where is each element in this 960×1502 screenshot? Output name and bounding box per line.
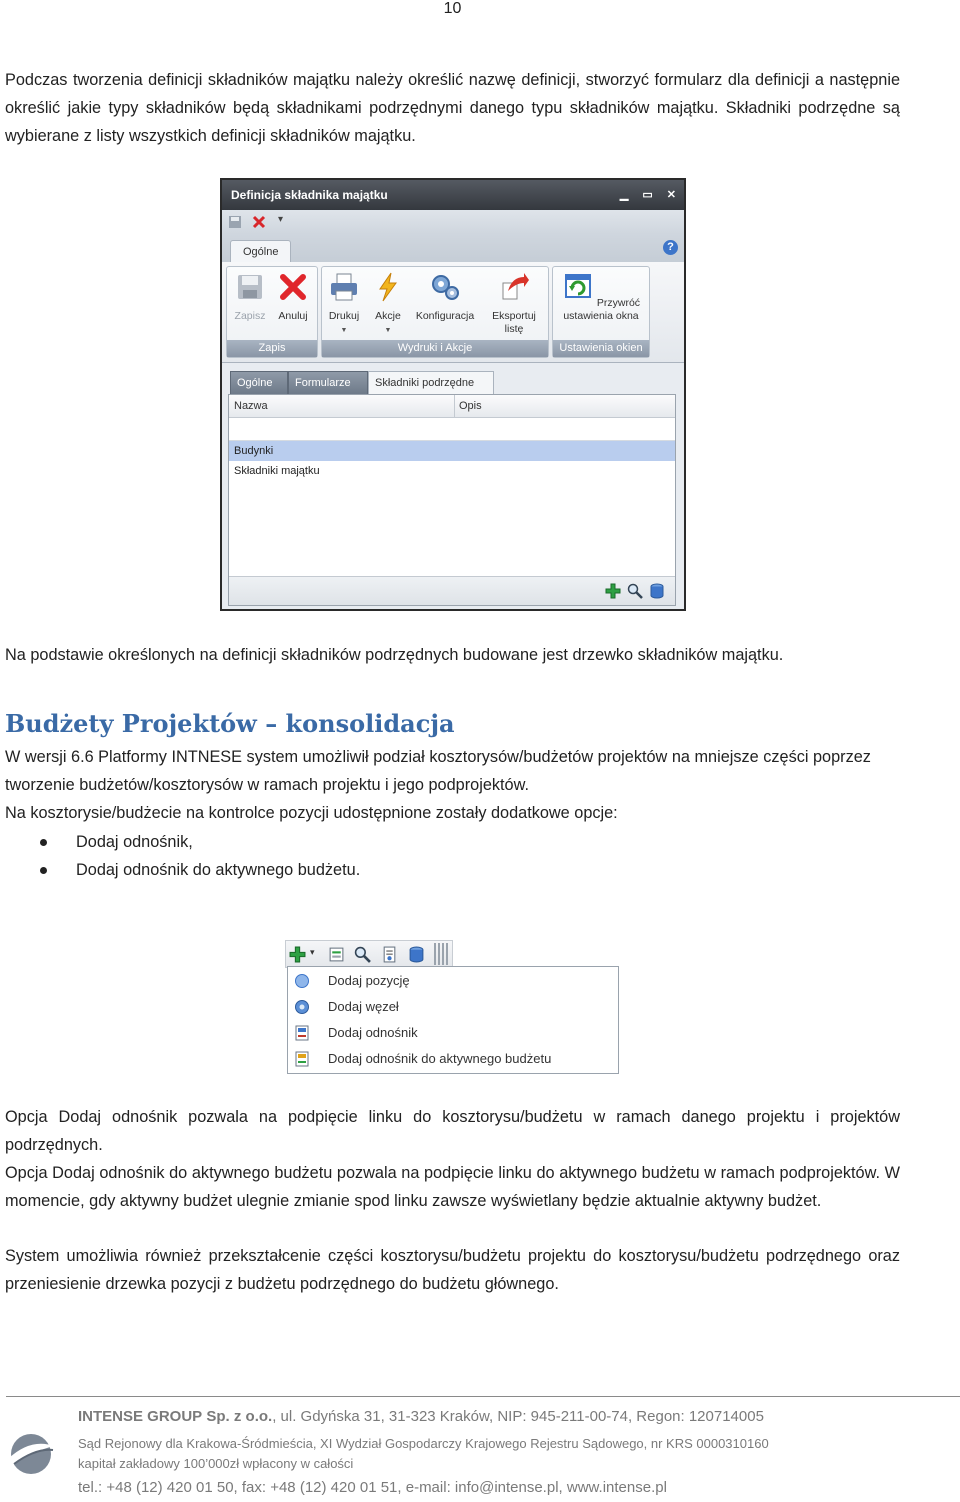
dialog-titlebar [222, 180, 684, 210]
tree-paragraph: Na podstawie określonych na definicji składników podrzędnych budowane jest drzewko składników majątku. [5, 646, 784, 664]
printer-icon [328, 271, 360, 303]
cancel-button[interactable]: Anuluj [273, 271, 313, 323]
ribbon-group-window-settings [552, 266, 650, 358]
column-name[interactable]: Nazwa [229, 395, 455, 417]
menu-item-add-link-active-budget[interactable]: Dodaj odnośnik do aktywnego budżetu [288, 1046, 618, 1072]
options-paragraph: Na kosztorysie/budżecie na kontrolce pozycji udostępnione zostały dodatkowe opcje: [5, 804, 618, 822]
export-list-button[interactable]: Eksportuj listę [482, 271, 546, 336]
footer-court: Sąd Rejonowy dla Krakowa-Śródmieścia, XI Wydział Gospodarczy Krajowego Rejestru Sądowego, nr KRS 0000310160 [78, 1436, 769, 1451]
version-paragraph: W wersji 6.6 Platformy INTNESE system umożliwił podział kosztorysów/budżetów projektów na mniejsze części poprzez tworzenie budżetów/kosztorysów w ramach projektu i jego podprojektów. [5, 748, 871, 794]
save-small-icon[interactable] [228, 215, 242, 229]
save-button[interactable]: Zapisz [231, 271, 269, 323]
print-dropdown-icon: ▼ [340, 327, 348, 334]
search-icon[interactable] [354, 946, 371, 963]
database-icon[interactable] [649, 583, 665, 599]
page-number: 10 [443, 0, 462, 17]
grid-header [229, 395, 675, 418]
ribbon [222, 262, 684, 363]
add-icon[interactable] [289, 946, 306, 963]
add-active-link-paragraph: Opcja Dodaj odnośnik do aktywnego budżetu pozwala na podpięcie linku do aktywnego budżetu w ramach podprojektów. W momencie, gdy aktywny budżet ulegnie zmianie spod linku zawsze wyświetlany będzie aktualnie aktywny budżet. [5, 1164, 900, 1210]
ribbon-group-save [226, 266, 318, 358]
menu-item-add-position[interactable]: Dodaj pozycję [288, 968, 618, 994]
grid-toolbar [285, 940, 453, 968]
database-icon[interactable] [408, 946, 425, 963]
edit-icon[interactable] [328, 946, 345, 963]
asset-definition-dialog [220, 178, 686, 611]
add-icon[interactable] [605, 583, 621, 599]
column-description[interactable]: Opis [459, 400, 482, 412]
configuration-button[interactable]: Konfiguracja [412, 271, 478, 323]
minimize-icon[interactable]: ▁ [619, 189, 629, 201]
export-arrow-icon [498, 271, 530, 303]
footer-capital: kapitał zakładowy 100’000zł wpłacony w całości [78, 1456, 354, 1471]
cancel-small-icon[interactable] [252, 215, 266, 229]
table-row[interactable]: Budynki [229, 441, 675, 461]
add-menu-screenshot [285, 940, 625, 1075]
restore-window-settings-button[interactable]: Przywróć ustawienia okna [555, 271, 647, 323]
help-icon[interactable]: ? [663, 240, 678, 255]
actions-button[interactable]: Akcje ▼ [368, 271, 408, 337]
add-link-active-budget-icon [294, 1051, 310, 1067]
add-dropdown-icon[interactable]: ▾ [310, 947, 315, 957]
inner-tabs [230, 371, 676, 395]
search-icon[interactable] [627, 583, 643, 599]
add-menu [287, 966, 619, 1074]
add-position-icon [294, 973, 310, 989]
footer-divider [6, 1396, 960, 1397]
footer-contact: tel.: +48 (12) 420 01 50, fax: +48 (12) 420 01 51, e-mail: info@intense.pl, www.intense.pl [78, 1479, 667, 1496]
lightning-icon [372, 271, 404, 303]
tab-sub-components[interactable]: Składniki podrzędne [368, 371, 494, 394]
menu-item-add-link[interactable]: Dodaj odnośnik [288, 1020, 618, 1046]
section-heading: Budżety Projektów – konsolidacja [5, 709, 455, 738]
cancel-icon [277, 271, 309, 303]
menu-item-add-node[interactable]: Dodaj węzeł [288, 994, 618, 1020]
add-link-icon [294, 1025, 310, 1041]
group-caption-print-actions: Wydruki i Akcje [322, 340, 548, 357]
sub-components-grid [228, 394, 676, 606]
document-icon[interactable] [381, 946, 398, 963]
quick-access-toolbar [222, 210, 684, 234]
tab-general[interactable]: Ogólne [230, 371, 288, 394]
ribbon-tabs [222, 234, 684, 262]
print-button[interactable]: Drukuj ▼ [324, 271, 364, 337]
dialog-title: Definicja składnika majątku [231, 188, 388, 202]
tab-forms[interactable]: Formularze [288, 371, 368, 394]
restore-window-icon [562, 271, 594, 303]
add-link-paragraph: Opcja Dodaj odnośnik pozwala na podpięcie linku do kosztorysu/budżetu w ramach danego projektu i projektów podrzędnych. [5, 1108, 900, 1154]
save-icon [234, 271, 266, 303]
maximize-icon[interactable]: ▭ [642, 189, 653, 201]
group-caption-window-settings: Ustawienia okien [553, 340, 649, 357]
qat-dropdown-icon[interactable]: ▾ [278, 214, 284, 225]
group-caption-save: Zapis [227, 340, 317, 357]
grid-filter-row[interactable] [229, 418, 675, 441]
close-icon[interactable]: ✕ [666, 189, 676, 201]
actions-dropdown-icon: ▼ [384, 327, 392, 334]
footer-company: INTENSE GROUP Sp. z o.o., ul. Gdyńska 31, 31-323 Kraków, NIP: 945-211-00-74, Regon: 120714005 [78, 1408, 764, 1425]
gears-icon [429, 271, 461, 303]
add-node-icon [294, 999, 310, 1015]
transform-paragraph: System umożliwia również przekształcenie części kosztorysu/budżetu projektu do kosztorysu/budżetu podrzędnego oraz przeniesienie drzewka pozycji z budżetu podrzędnego do budżetu głównego. [5, 1247, 900, 1293]
grid-footer [229, 576, 675, 605]
ribbon-tab-general[interactable]: Ogólne [230, 240, 291, 263]
intro-paragraph: Podczas tworzenia definicji składników majątku należy określić nazwę definicji, stworzyć formularz dla definicji a następnie określić jakie typy składników będą składnikami podrzędnymi danego typu składników majątku. Składniki podrzędne są wybierane z listy wszystkich definicji składników majątku. [5, 71, 900, 145]
table-row[interactable]: Składniki majątku [234, 465, 320, 477]
ribbon-group-print-actions [321, 266, 549, 358]
toolbar-grip-icon [434, 943, 448, 965]
intense-logo-icon [6, 1430, 56, 1478]
